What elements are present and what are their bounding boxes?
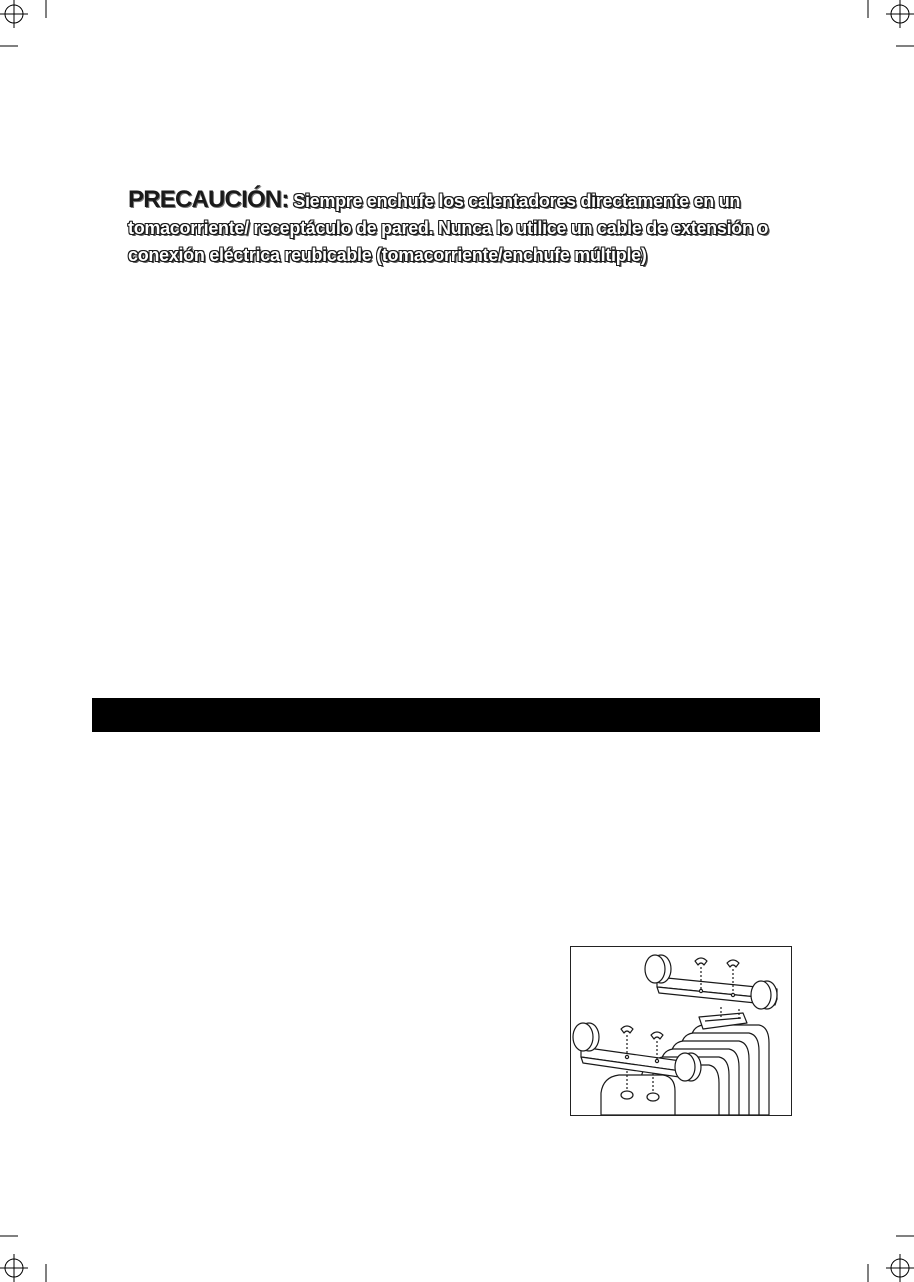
caution-text: Siempre enchufe los calentadores directamente en un tomacorriente/ receptáculo de pared. Nunca lo utilice un cable de extensión o conexión eléctrica reubicable (tomacorriente/enchufe múltiple): [128, 191, 769, 265]
assembly-figure: [570, 946, 792, 1116]
heater-feet-illustration: [571, 947, 791, 1115]
heater-base: [601, 1071, 675, 1115]
caution-paragraph: [128, 186, 808, 269]
crosshair-icon: [886, 1254, 914, 1282]
section-header-bar: [92, 698, 820, 732]
upper-foot-bar: [645, 955, 777, 1019]
crosshair-icon: [886, 0, 914, 28]
crosshair-icon: [0, 1254, 28, 1282]
crosshair-icon: [0, 0, 28, 28]
caution-label: PRECAUCIÓN:: [128, 186, 289, 213]
